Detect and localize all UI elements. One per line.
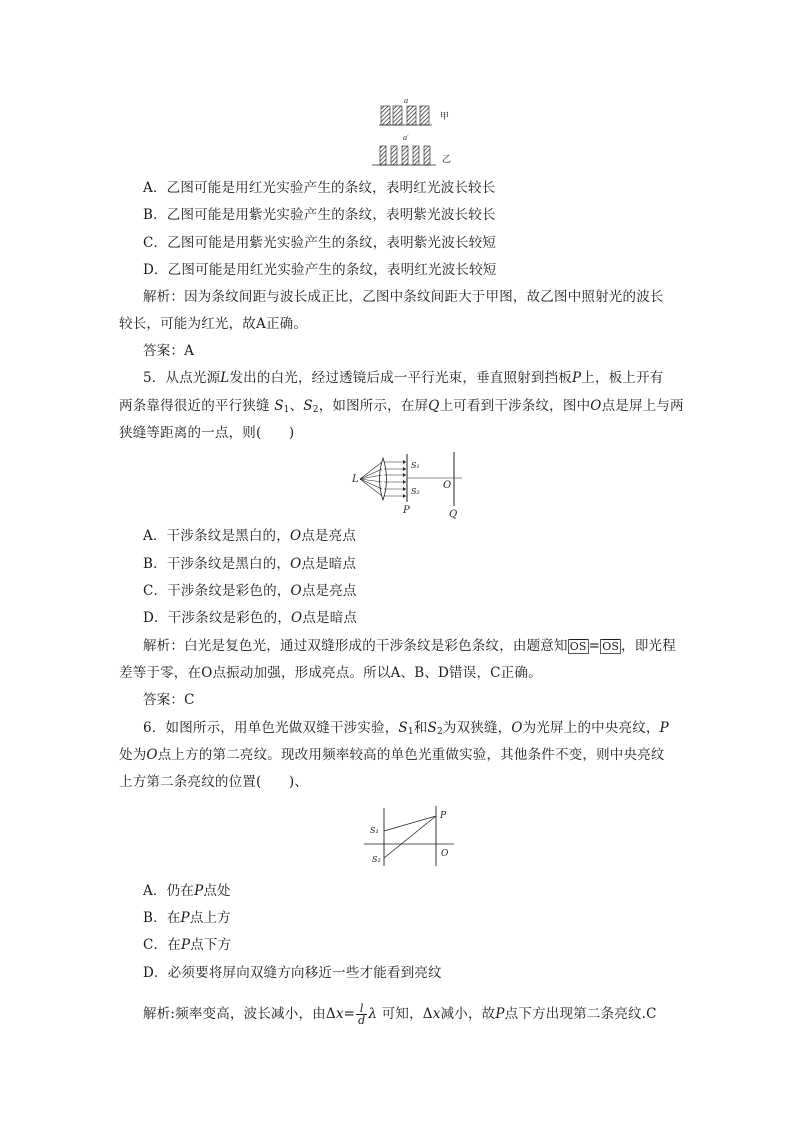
q6-stem-line-2: 处为O点上方的第二亮纹。现改用频率较高的单色光重做实验，其他条件不变，则中央亮纹 xyxy=(119,747,665,763)
q6-fig-S1: S₁ xyxy=(370,826,379,835)
q6-fig-P: P xyxy=(440,811,447,821)
q4-option-a: A．乙图可能是用红光实验产生的条纹，表明红光波长较长 xyxy=(143,180,496,196)
q5-fig-S1: S₁ xyxy=(411,461,420,470)
q6-option-c: C．在P点下方 xyxy=(143,937,232,953)
label-a: a xyxy=(404,97,409,105)
q4-analysis-line-1: 解析：因为条纹间距与波长成正比，乙图中条纹间距大于甲图，故乙图中照射光的波长 xyxy=(143,289,664,305)
q5-stem-line-3: 狭缝等距离的一点，则( ) xyxy=(119,425,295,441)
q4-option-d: D．乙图可能是用红光实验产生的条纹，表明红光波长较短 xyxy=(143,262,497,278)
q6-fig-O: O xyxy=(441,849,449,859)
q5-stem-line-1: 5．从点光源L发出的白光，经过透镜后成一平行光束，垂直照射到挡板P上，板上开有 xyxy=(143,370,664,386)
fraction-l-over-d: $\frac{l}{d}$ xyxy=(358,1002,366,1027)
label-jia: 甲 xyxy=(440,112,450,122)
q6-option-a: A．仍在P点处 xyxy=(143,883,231,899)
q5-slit-figure xyxy=(350,452,480,520)
q5-option-a: A．干涉条纹是黑白的，O点是亮点 xyxy=(143,528,357,544)
q5-option-c: C．干涉条纹是彩色的，O点是亮点 xyxy=(143,583,357,599)
q6-fig-S2: S₂ xyxy=(372,855,381,864)
q6-double-slit-figure xyxy=(362,806,462,868)
stripe-figure xyxy=(370,94,470,170)
q4-analysis-line-2: 较长，可能为红光，故A正确。 xyxy=(119,316,308,332)
q5-fig-P: P xyxy=(403,505,410,516)
q5-fig-Q: Q xyxy=(449,509,458,520)
q5-fig-O: O xyxy=(443,480,452,491)
q4-option-b: B．乙图可能是用紫光实验产生的条纹，表明紫光波长较长 xyxy=(143,207,496,223)
q5-option-b: B．干涉条纹是黑白的，O点是暗点 xyxy=(143,556,357,572)
label-a-prime: a′ xyxy=(403,134,409,142)
q6-stem-line-3: 上方第二条亮纹的位置( )、 xyxy=(119,774,309,790)
q5-option-d: D．干涉条纹是彩色的，O点是暗点 xyxy=(143,610,358,626)
q6-analysis: 解析:频率变高，波长减小，由Δx= $\frac{l}{d}$ λ 可知，Δx减小，故P点下方出现第二条亮纹.C xyxy=(143,1002,657,1027)
q5-stem-line-2: 两条靠得很近的平行狭缝 $S_1$、$S_2$，如图所示，在屏Q上可看到干涉条纹，图中O点是屏上与两 xyxy=(119,398,684,415)
q4-answer: 答案：A xyxy=(143,343,195,359)
q5-fig-L: L xyxy=(352,474,359,485)
q4-option-c: C．乙图可能是用紫光实验产生的条纹，表明紫光波长较短 xyxy=(143,235,497,251)
q6-option-b: B．在P点上方 xyxy=(143,910,231,926)
q6-option-d: D．必须要将屏向双缝方向移近一些才能看到亮纹 xyxy=(143,965,442,981)
q5-answer: 答案：C xyxy=(143,692,195,708)
q5-analysis-line-1: 解析：白光是复色光，通过双缝形成的干涉条纹是彩色条纹，由题意知 $\overline{OS} = \overline{OS}$ ，即光程 xyxy=(143,638,676,654)
q5-analysis-line-2: 差等于零，在O点振动加强，形成亮点。所以A、B、D错误，C正确。 xyxy=(119,665,542,681)
q6-stem-line-1: 6．如图所示，用单色光做双缝干涉实验，$S_1$和$S_2$为双狭缝，O为光屏上的中央亮纹，P xyxy=(143,720,669,737)
label-yi: 乙 xyxy=(442,155,452,165)
q5-fig-S2: S₂ xyxy=(411,487,420,496)
